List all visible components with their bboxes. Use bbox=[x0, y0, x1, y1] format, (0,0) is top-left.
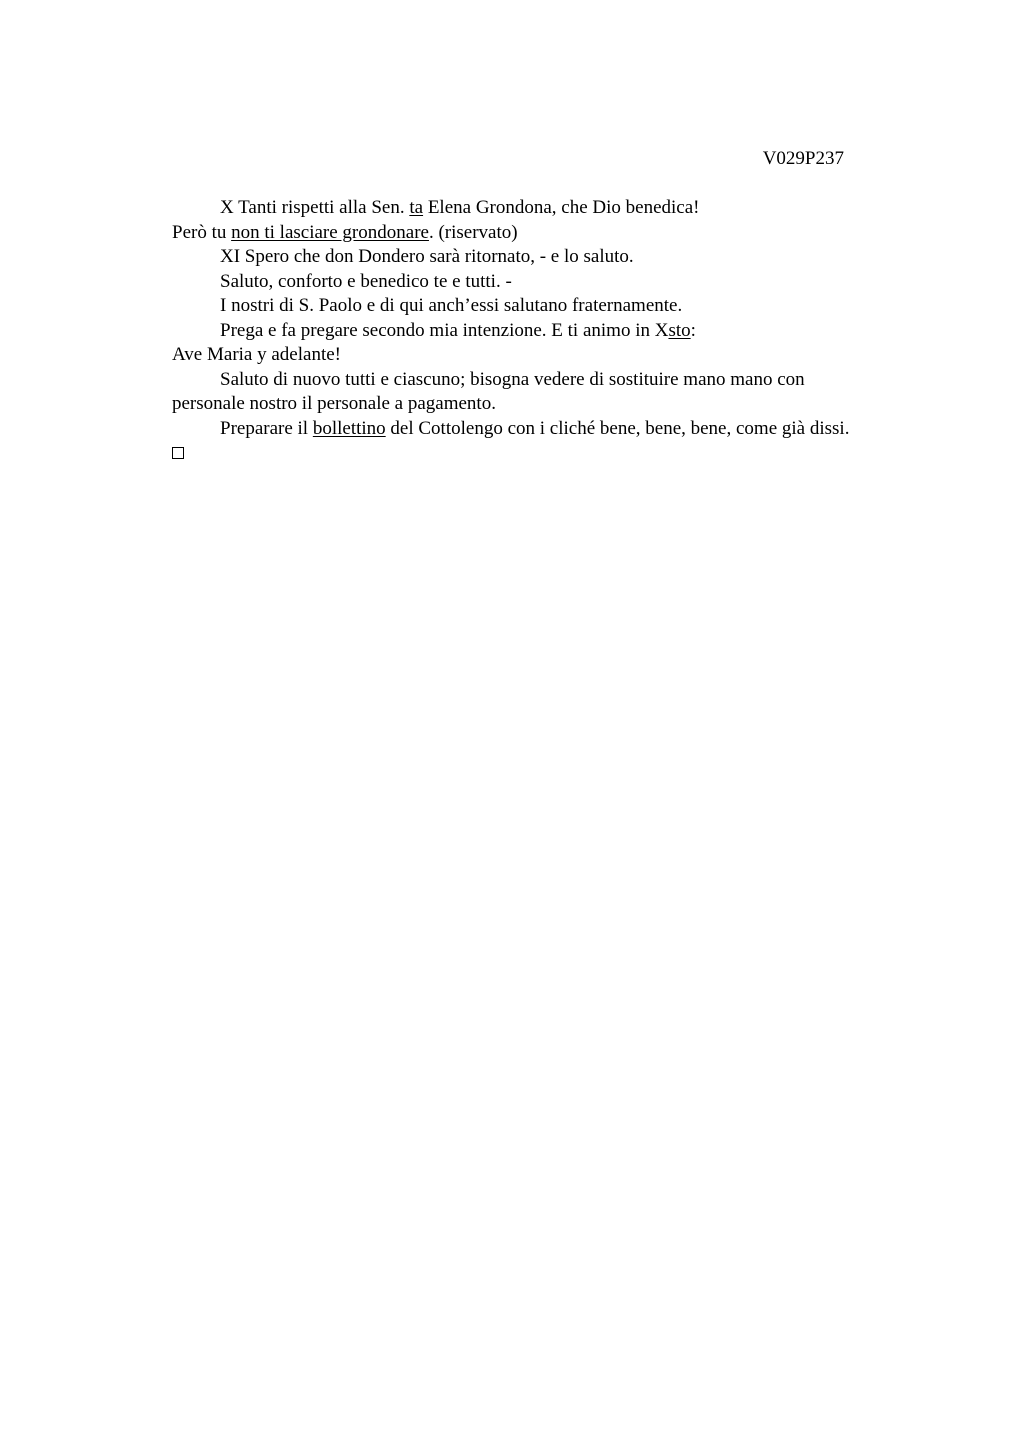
underlined-text: sto bbox=[668, 319, 691, 341]
letter-body bbox=[172, 196, 872, 467]
text-segment: X Tanti rispetti alla Sen. bbox=[220, 197, 410, 218]
text-segment: . (riservato) bbox=[428, 221, 518, 243]
paragraph-saluto: Saluto, conforto e benedico te e tutti. - bbox=[220, 270, 512, 292]
empty-square-icon bbox=[172, 447, 184, 459]
text-segment: Elena Grondona, che Dio benedica! bbox=[423, 197, 700, 218]
underlined-text: ta bbox=[409, 197, 424, 218]
paragraph-riservato bbox=[172, 221, 872, 246]
paragraph-ave-maria: Ave Maria y adelante! bbox=[172, 344, 341, 365]
text-segment: Prega e fa pregare secondo mia intenzione. E ti animo in X bbox=[220, 319, 669, 341]
text-segment: del Cottolengo con i cliché bene, bene, bene, come già dissi. bbox=[385, 417, 850, 439]
paragraph-bollettino bbox=[172, 417, 872, 442]
paragraph-prega bbox=[172, 319, 872, 344]
underlined-text: bollettino bbox=[312, 417, 386, 439]
underlined-text: non ti lasciare grondonare bbox=[231, 221, 429, 243]
paragraph-personale: Saluto di nuovo tutti e ciascuno; bisogna vedere di sostituire mano mano con personale nostro il personale a pagamento. bbox=[172, 368, 805, 414]
text-segment: : bbox=[690, 319, 696, 341]
page-identifier: V029P237 bbox=[762, 148, 844, 169]
text-segment: Però tu bbox=[172, 221, 232, 243]
paragraph-greeting-elena bbox=[172, 196, 872, 221]
text-segment: Preparare il bbox=[220, 417, 313, 439]
paragraph-don-dondero: XI Spero che don Dondero sarà ritornato, - e lo saluto. bbox=[220, 246, 634, 267]
paragraph-s-paolo: I nostri di S. Paolo e di qui anch’essi salutano fraternamente. bbox=[220, 295, 683, 316]
